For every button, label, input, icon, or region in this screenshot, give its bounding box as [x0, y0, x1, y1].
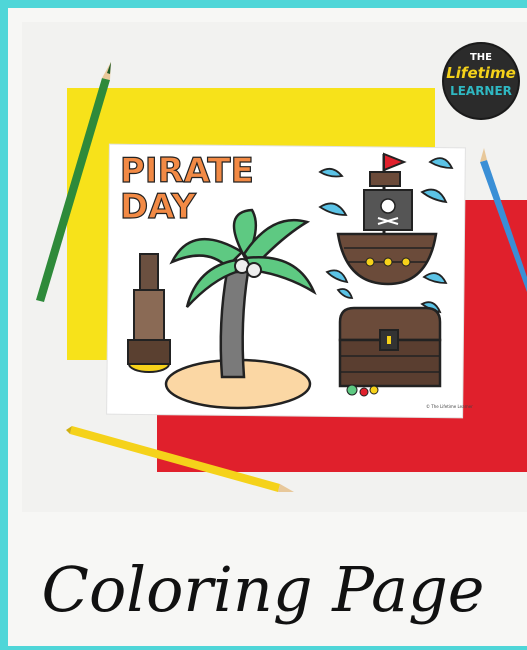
- caption-text: Coloring Page: [41, 553, 485, 626]
- caption-svg: [0, 515, 527, 646]
- lifetime-learner-logo: [444, 44, 518, 118]
- worksheet-title-line1: PIRATE: [120, 151, 254, 191]
- worksheet-footer-credit: © The Lifetime Learner: [426, 404, 473, 409]
- logo-text-lifetime: Lifetime: [446, 64, 516, 82]
- logo-text-the: THE: [469, 52, 493, 63]
- caption-area: [0, 515, 527, 646]
- logo-text-learner: LEARNER: [450, 84, 512, 98]
- worksheet-title-line2: DAY: [120, 187, 196, 227]
- treasure-chest-drawing: [340, 308, 440, 396]
